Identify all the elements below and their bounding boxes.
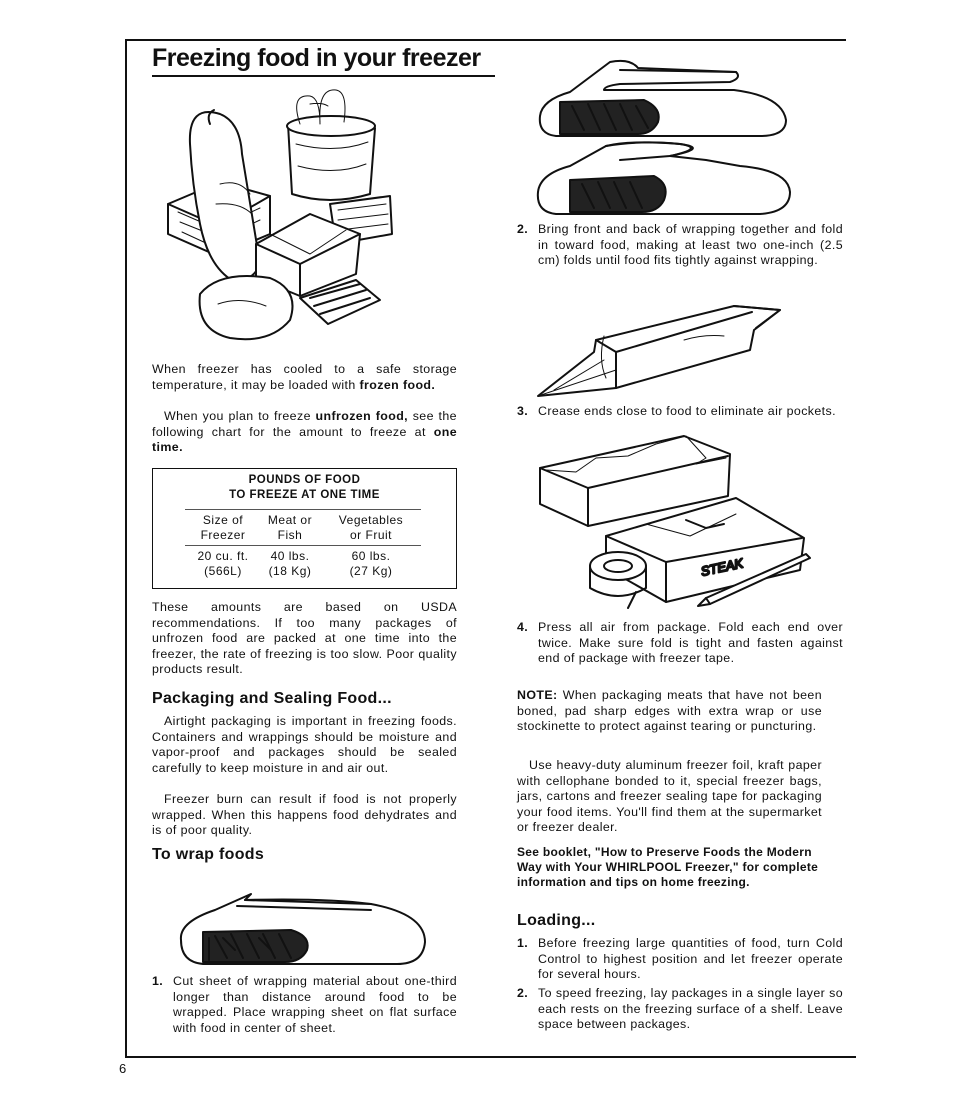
header-size-line2: Freezer bbox=[200, 528, 246, 542]
table-cell-meat bbox=[253, 549, 327, 579]
intro-paragraph-1 bbox=[152, 362, 457, 393]
cell-size-line2: (566L) bbox=[204, 564, 242, 578]
page-number: 6 bbox=[119, 1061, 127, 1076]
wrap-step-3-text: Crease ends close to food to eliminate air pockets. bbox=[538, 404, 836, 418]
note-label: NOTE: bbox=[517, 688, 558, 702]
packaging-heading: Packaging and Sealing Food... bbox=[152, 690, 392, 707]
table-title-line2: TO FREEZE AT ONE TIME bbox=[229, 489, 380, 501]
loading-step-2-text: To speed freezing, lay packages in a single layer so each rests on the freezing surface of a shelf. Leave space between packages. bbox=[538, 986, 843, 1032]
wrap-step-2-text: Bring front and back of wrapping together and fold in toward food, making at least two one-inch (2.5 cm) folds until food fits tightly against wrapping. bbox=[538, 222, 843, 268]
wrap-step-1 bbox=[152, 974, 457, 1036]
wrap-step2-illustration bbox=[530, 56, 800, 221]
table-cell-vegetables bbox=[319, 549, 423, 579]
intro-p2-mid: see the following chart for the amount to freeze at bbox=[152, 409, 457, 439]
wrap-step-3-number: 3. bbox=[517, 404, 529, 418]
bottom-border-rule bbox=[125, 1056, 856, 1058]
booklet-note: See booklet, "How to Preserve Foods the Modern Way with Your WHIRLPOOL Freezer," for complete information and tips on home freezing. bbox=[517, 845, 819, 889]
wrap-step-4 bbox=[517, 620, 843, 667]
header-veg-line1: Vegetables bbox=[338, 513, 404, 527]
frozen-food-illustration bbox=[160, 84, 400, 356]
usda-paragraph: These amounts are based on USDA recommendations. If too many packages of unfrozen food are packed at one time into the freezer, the rate of freezing is too slow. Poor quality products result. bbox=[152, 600, 457, 677]
loading-step-2-number: 2. bbox=[517, 986, 529, 1000]
cell-meat-line1: 40 lbs. bbox=[270, 549, 310, 563]
wrap-step-1-number: 1. bbox=[152, 974, 164, 988]
note-paragraph bbox=[517, 688, 822, 735]
intro-p2-text: When you plan to freeze bbox=[164, 409, 316, 423]
steak-label: STEAK bbox=[699, 555, 745, 579]
intro-p2-bold: unfrozen food, bbox=[315, 409, 409, 423]
table-header-rule bbox=[185, 509, 421, 510]
wrap-step-1-text: Cut sheet of wrapping material about one-third longer than distance around food to be wrapped. Place wrapping sheet on flat surface with food in center of sheet. bbox=[173, 974, 457, 1035]
intro-p2-bold2: one time. bbox=[152, 424, 457, 455]
table-cell-size bbox=[183, 549, 263, 579]
intro-paragraph-2 bbox=[152, 409, 457, 456]
intro-p1-text: When freezer has cooled to a safe storage temperature, it may be loaded with bbox=[152, 362, 457, 392]
table-row-rule bbox=[185, 545, 421, 546]
header-meat-line2: Fish bbox=[277, 528, 303, 542]
cell-meat-line2: (18 Kg) bbox=[268, 564, 312, 578]
left-border-rule bbox=[125, 39, 127, 1058]
header-size-line1: Size of bbox=[202, 513, 244, 527]
table-header-vegetables bbox=[319, 513, 423, 543]
cell-size-line1: 20 cu. ft. bbox=[197, 549, 249, 563]
loading-step-2 bbox=[517, 986, 843, 1033]
wrap-step3-illustration bbox=[534, 300, 784, 400]
wrap-step-4-text: Press all air from package. Fold each end over twice. Make sure fold is tight and fasten against end of package with freezer tape. bbox=[538, 620, 843, 666]
note-text: When packaging meats that have not been boned, pad sharp edges with extra wrap or use stockinette to protect against tearing or puncturing. bbox=[517, 688, 822, 734]
intro-p1-bold: frozen food. bbox=[359, 377, 436, 392]
header-meat-line1: Meat or bbox=[267, 513, 313, 527]
loading-step-1-number: 1. bbox=[517, 936, 529, 950]
loading-step-1-text: Before freezing large quantities of food, turn Cold Control to highest position and let freezer operate for several hours. bbox=[538, 936, 843, 982]
top-border-rule bbox=[125, 39, 846, 41]
header-veg-line2: or Fruit bbox=[349, 528, 392, 542]
loading-step-1 bbox=[517, 936, 843, 983]
freeze-amount-table bbox=[152, 468, 457, 589]
wrap-heading: To wrap foods bbox=[152, 846, 265, 863]
wrap-step-4-number: 4. bbox=[517, 620, 529, 634]
packaging-paragraph-1: Airtight packaging is important in freezing foods. Containers and wrappings should be moisture and vapor-proof and packages should be sealed carefully to keep moisture in and air out. bbox=[152, 714, 457, 775]
wrap-step1-illustration bbox=[175, 888, 430, 968]
table-title-line1: POUNDS OF FOOD bbox=[248, 474, 361, 486]
table-header-size bbox=[183, 513, 263, 543]
page-title: Freezing food in your freezer bbox=[152, 44, 481, 72]
cell-veg-line1: 60 lbs. bbox=[351, 549, 391, 563]
packaging-paragraph-2: Freezer burn can result if food is not properly wrapped. When this happens food dehydrates and is of poor quality. bbox=[152, 792, 457, 838]
loading-heading: Loading... bbox=[517, 912, 596, 929]
materials-paragraph: Use heavy-duty aluminum freezer foil, kraft paper with cellophane bonded to it, special freezer bags, jars, cartons and freezer sealing tape for packaging your food items. You'll find them at the supermarket or freezer dealer. bbox=[517, 758, 822, 835]
wrap-step4-illustration bbox=[536, 428, 812, 614]
wrap-step-3 bbox=[517, 404, 843, 420]
cell-veg-line2: (27 Kg) bbox=[349, 564, 393, 578]
table-header-meat bbox=[253, 513, 327, 543]
title-underline bbox=[152, 75, 495, 77]
wrap-step-2 bbox=[517, 222, 843, 269]
wrap-step-2-number: 2. bbox=[517, 222, 529, 236]
